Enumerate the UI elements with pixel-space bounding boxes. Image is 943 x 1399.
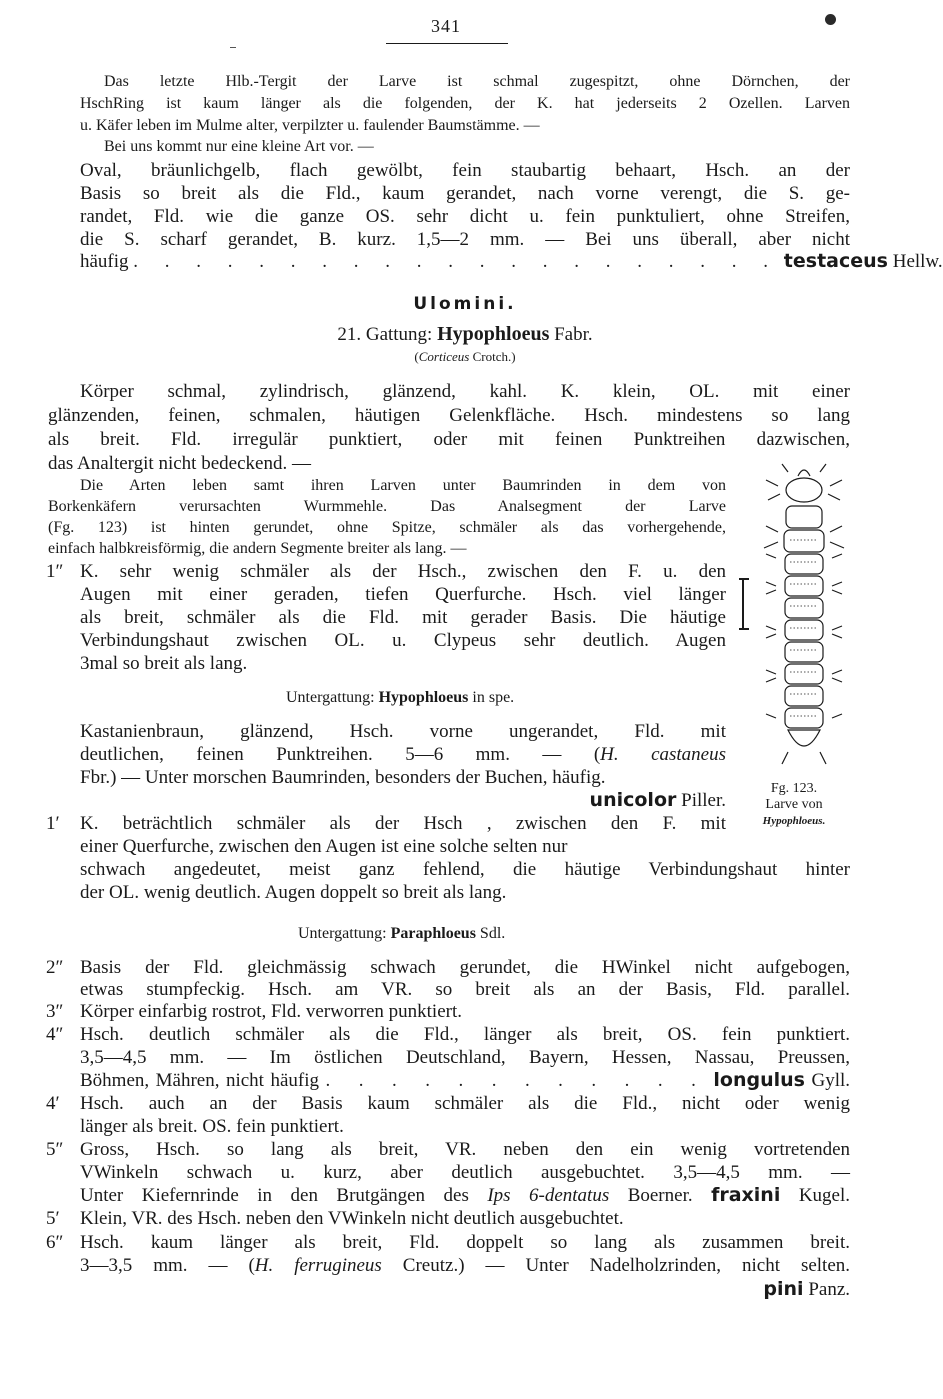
- text-line: etwas stumpfeckig. Hsch. am VR. so breit als an der Basis, Fld. parallel.: [80, 979, 850, 1000]
- genus-author: Fabr.: [554, 324, 593, 345]
- text-fragment: häufig: [80, 251, 129, 272]
- key-number: 3″: [46, 1001, 64, 1022]
- text-line: das Analtergit nicht bedeckend. —: [48, 453, 311, 474]
- species-line-longulus: [80, 1071, 850, 1090]
- text-line: Hsch. kaum länger als breit, Fld. doppelt so lang als zusammen breit.: [80, 1232, 850, 1253]
- synonym-author: Crotch.: [472, 349, 512, 364]
- genus-heading: [80, 324, 850, 344]
- text-line: Bei uns kommt nur eine kleine Art vor. —: [104, 138, 374, 155]
- text-line: randet, Fld. wie die ganze OS. sehr dicht u. fein punktuliert, ohne Streifen,: [80, 206, 850, 227]
- italic-reference: H. ferrugineus: [254, 1255, 382, 1276]
- genus-prefix: 21. Gattung:: [337, 324, 433, 345]
- tribe-heading: Ulomini.: [413, 294, 517, 314]
- figure-caption-genus: Hypophloeus.: [762, 815, 826, 827]
- text-line: (Fg. 123) ist hinten gerundet, ohne Spitze, schmäler als das vorhergehende,: [48, 519, 726, 536]
- italic-reference: Ips 6-dentatus: [487, 1185, 610, 1206]
- text-line: 3,5—4,5 mm. — Im östlichen Deutschland, Bayern, Hessen, Nassau, Preussen,: [80, 1047, 850, 1068]
- text-line: HschRing ist kaum länger als die folgenden, der K. hat jederseits 2 Ozellen. Larven: [80, 95, 850, 112]
- key-number: 5′: [46, 1208, 60, 1229]
- subgenus-heading: [286, 690, 514, 706]
- text-line: Fbr.) — Unter morschen Baumrinden, besonders der Buchen, häufig.: [80, 767, 606, 788]
- text-fragment: Creutz.) — Unter Nadelholzrinden, nicht selten.: [402, 1255, 851, 1276]
- species-name: fraxini: [711, 1184, 781, 1206]
- text-line: Körper einfarbig rostrot, Fld. verworren punktiert.: [80, 1001, 463, 1022]
- species-name: pini: [763, 1278, 804, 1300]
- text-line: Klein, VR. des Hsch. neben den VWinkeln nicht deutlich ausgebuchtet.: [80, 1208, 624, 1229]
- subgenus-suffix: Sdl.: [479, 925, 506, 942]
- text-line: Augen mit einer geraden, tiefen Querfurche. Hsch. viel länger: [80, 584, 726, 605]
- text-line: Basis der Fld. gleichmässig schwach gerundet, die HWinkel nicht aufgebogen,: [80, 957, 850, 978]
- figure-number: Fg. 123.: [770, 781, 818, 796]
- species-line-pini: [80, 1280, 850, 1299]
- text-fragment: Boerner.: [627, 1185, 693, 1206]
- text-line: glänzenden, feinen, schmalen, häutigen Gelenkfläche. Hsch. mindestens so lang: [48, 405, 850, 426]
- synonym-name: Corticeus: [418, 349, 470, 364]
- text-fragment: deutlichen, feinen Punktreihen. 5—6 mm. — (: [80, 744, 601, 765]
- scale-bracket: [742, 578, 752, 630]
- text-line: Borkenkäfern verursachten Wurmmehle. Das Analsegment der Larve: [48, 498, 726, 515]
- text-line: Hsch. auch an der Basis kaum schmäler als die Fld., nicht oder wenig: [80, 1093, 850, 1114]
- text-line: K. beträchtlich schmäler als der Hsch , zwischen den F. mit: [80, 813, 726, 834]
- text-fragment: Böhmen, Mähren, nicht häufig: [80, 1070, 319, 1091]
- species-author: Kugel.: [798, 1185, 850, 1206]
- text-line: K. sehr wenig schmäler als der Hsch., zwischen den F. u. den: [80, 561, 726, 582]
- leader-dots: . . . . . . . . . . . . . . . . . . . . .: [133, 251, 780, 272]
- text-fragment: Unter Kiefernrinde in den Brutgängen des: [80, 1185, 469, 1206]
- key-number: 2″: [46, 957, 64, 978]
- text-line: die S. scharf gerandet, B. kurz. 1,5—2 mm. — Bei uns überall, aber nicht: [80, 229, 850, 250]
- key-number: 6″: [46, 1232, 64, 1253]
- text-line: Das letzte Hlb.-Tergit der Larve ist schmal zugespitzt, ohne Dörnchen, der: [104, 73, 850, 90]
- subgenus-heading: [298, 926, 505, 942]
- subgenus-prefix: Untergattung:: [286, 689, 375, 706]
- species-author: Gyll.: [811, 1070, 851, 1091]
- page-number: 341: [431, 16, 461, 36]
- key-number: 4′: [46, 1093, 60, 1114]
- subgenus-prefix: Untergattung:: [298, 925, 387, 942]
- ink-spot: [825, 14, 836, 25]
- subgenus-name: Hypophloeus: [378, 689, 469, 706]
- text-fragment: 3—3,5 mm. — (: [80, 1255, 255, 1276]
- text-line: Die Arten leben samt ihren Larven unter Baumrinden in dem von: [80, 477, 726, 494]
- text-line: als breit, schmäler als die Fld. mit gerader Basis. Die häutige: [80, 607, 726, 628]
- species-name: testaceus: [783, 250, 888, 272]
- ink-mark: [230, 47, 236, 48]
- text-line: schwach angedeutet, meist ganz fehlend, die häutige Verbindungshaut hinter: [80, 859, 850, 880]
- text-line: Gross, Hsch. so lang als breit, VR. neben den ein wenig vortretenden: [80, 1139, 850, 1160]
- text-line: der OL. wenig deutlich. Augen doppelt so breit als lang.: [80, 882, 507, 903]
- species-line-unicolor: [80, 791, 726, 810]
- text-line: als breit. Fld. irregulär punktiert, oder mit feinen Punktreihen dazwischen,: [48, 429, 850, 450]
- header-rule: [386, 43, 508, 44]
- italic-reference: H. castaneus: [600, 744, 727, 765]
- key-number: 5″: [46, 1139, 64, 1160]
- text-line: u. Käfer leben im Mulme alter, verpilzter u. faulender Baumstämme. —: [80, 117, 540, 134]
- text-line: Hsch. deutlich schmäler als die Fld., länger als breit, OS. fein punktiert.: [80, 1024, 850, 1045]
- species-name-longulus: [713, 1070, 850, 1091]
- text-line: länger als breit. OS. fein punktiert.: [80, 1116, 344, 1137]
- figure-caption: Larve von: [765, 797, 823, 812]
- species-line-fraxini: [80, 1186, 850, 1205]
- species-name-testaceus: [784, 251, 943, 272]
- text-line: Oval, bräunlichgelb, flach gewölbt, fein staubartig behaart, Hsch. an der: [80, 160, 850, 181]
- species-line-testaceus: [80, 250, 943, 272]
- genus-name: Hypophloeus: [437, 323, 550, 345]
- species-author: Panz.: [808, 1279, 850, 1300]
- text-line: Kastanienbraun, glänzend, Hsch. vorne ungerandet, Fld. mit: [80, 721, 726, 742]
- genus-synonym: (Corticeus Crotch.): [414, 349, 516, 364]
- text-line: Basis so breit als die Fld., kaum gerandet, nach vorne verengt, die S. ge-: [80, 183, 850, 204]
- species-author: Hellw.: [892, 251, 943, 272]
- text-line: 3mal so breit als lang.: [80, 653, 248, 674]
- text-line: einfach halbkreisförmig, die andern Segmente breiter als lang. —: [48, 540, 467, 557]
- subgenus-name: Paraphloeus: [390, 925, 476, 942]
- leader-dots: . . . . . . . . . . . .: [325, 1070, 707, 1091]
- larva-illustration: [758, 462, 850, 782]
- species-name: longulus: [713, 1069, 805, 1091]
- species-author: Piller.: [681, 790, 726, 811]
- key-number: 1″: [46, 561, 64, 582]
- key-number: 4″: [46, 1024, 64, 1045]
- text-line-with-reference: [80, 745, 726, 764]
- text-line: einer Querfurche, zwischen den Augen ist eine solche selten nur: [80, 836, 568, 857]
- text-line-with-reference: [80, 1256, 850, 1275]
- text-line: VWinkeln schwach u. kurz, aber deutlich ausgebuchtet. 3,5—4,5 mm. —: [80, 1162, 850, 1183]
- subgenus-suffix: in spe.: [472, 689, 515, 706]
- text-line: Körper schmal, zylindrisch, glänzend, kahl. K. klein, OL. mit einer: [80, 381, 850, 402]
- key-number: 1′: [46, 813, 60, 834]
- text-line: Verbindungshaut zwischen OL. u. Clypeus sehr deutlich. Augen: [80, 630, 726, 651]
- species-name: unicolor: [589, 789, 677, 811]
- species-name-fraxini: [711, 1185, 850, 1206]
